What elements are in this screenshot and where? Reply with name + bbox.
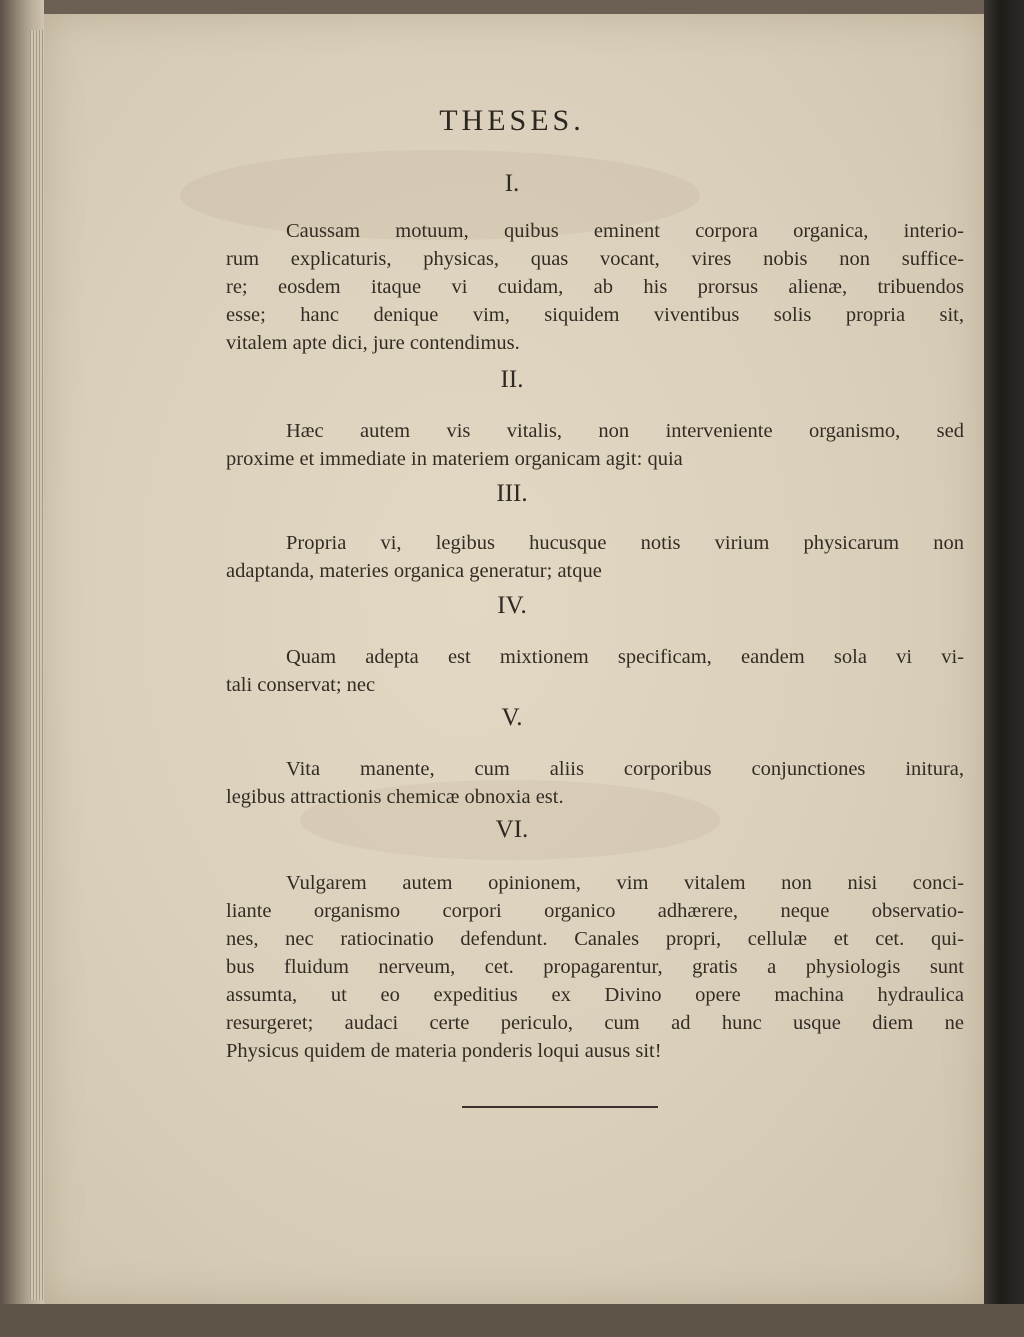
thesis-line: nes, nec ratiocinatio defendunt. Canales propri, cellulæ et cet. qui- <box>226 928 964 950</box>
thesis-line: Quam adepta est mixtionem specificam, eandem sola vi vi- <box>286 646 964 668</box>
thesis-numeral: I. <box>504 170 520 197</box>
thesis-line: bus fluidum nerveum, cet. propagarentur, gratis a physiologis sunt <box>226 956 964 978</box>
thesis-line: assumta, ut eo expeditius ex Divino opere machina hydraulica <box>226 984 964 1006</box>
thesis-line: Propria vi, legibus hucusque notis virium physicarum non <box>286 532 964 554</box>
thesis-line: Vulgarem autem opinionem, vim vitalem non nisi conci- <box>286 872 964 894</box>
thesis-line: re; eosdem itaque vi cuidam, ab his prorsus alienæ, tribuendos <box>226 276 964 298</box>
book-edge-bottom <box>0 1304 1024 1337</box>
thesis-line: proxime et immediate in materiem organicam agit: quia <box>226 448 683 470</box>
closing-rule <box>462 1106 658 1108</box>
thesis-line: tali conservat; nec <box>226 674 376 696</box>
thesis-line: adaptanda, materies organica generatur; atque <box>226 560 602 582</box>
thesis-line: Hæc autem vis vitalis, non interveniente organismo, sed <box>286 420 964 442</box>
page-title: THESES. <box>439 104 585 137</box>
thesis-numeral: II. <box>500 366 524 393</box>
thesis-line: resurgeret; audaci certe periculo, cum ad hunc usque diem ne <box>226 1012 964 1034</box>
thesis-line: Physicus quidem de materia ponderis loqui ausus sit! <box>226 1040 662 1062</box>
thesis-numeral: VI. <box>495 816 529 843</box>
thesis-numeral: V. <box>501 704 523 731</box>
thesis-numeral: IV. <box>497 592 527 619</box>
thesis-line: Caussam motuum, quibus eminent corpora organica, interio- <box>286 220 964 242</box>
book-edge-right <box>984 0 1024 1337</box>
thesis-line: Vita manente, cum aliis corporibus conjunctiones initura, <box>286 758 964 780</box>
thesis-numeral: III. <box>496 480 528 507</box>
thesis-line: legibus attractionis chemicæ obnoxia est. <box>226 786 564 808</box>
page-edges <box>30 30 44 1300</box>
thesis-line: rum explicaturis, physicas, quas vocant, vires nobis non suffice- <box>226 248 964 270</box>
thesis-line: esse; hanc denique vim, siquidem viventibus solis propria sit, <box>226 304 964 326</box>
thesis-line: liante organismo corpori organico adhærere, neque observatio- <box>226 900 964 922</box>
thesis-line: vitalem apte dici, jure contendimus. <box>226 332 520 354</box>
